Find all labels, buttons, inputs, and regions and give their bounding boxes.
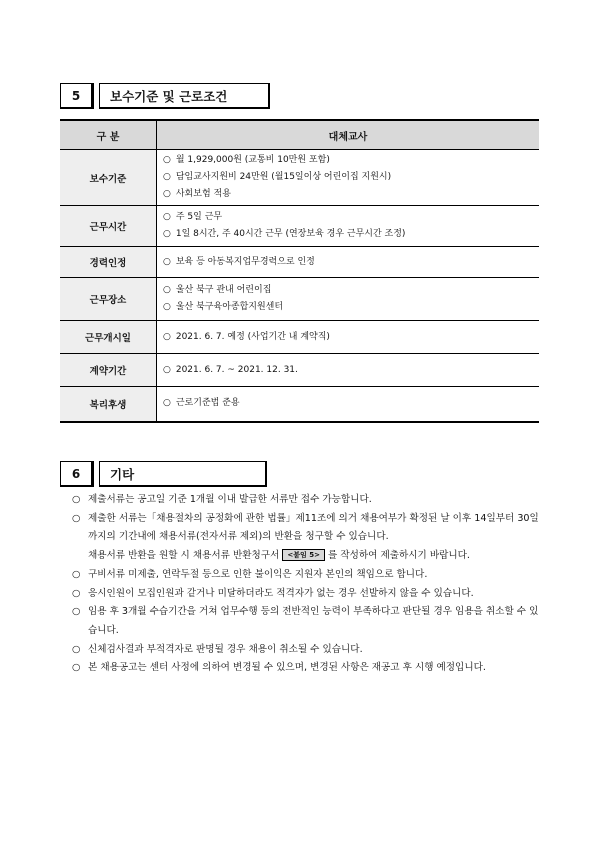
row-label: 보수기준 [60, 150, 157, 206]
table-row [60, 247, 539, 278]
list-item [72, 585, 542, 604]
section-number: 5 [60, 83, 94, 109]
row-content [157, 150, 540, 206]
list-item [72, 491, 542, 510]
row-content [157, 247, 540, 278]
list-item [72, 566, 542, 585]
row-content [157, 278, 540, 321]
table-row [60, 150, 539, 206]
list-item: ○ 2021. 6. 7. ~ 2021. 12. 31. [163, 364, 298, 375]
list-item: ○ 주 5일 근무 [163, 212, 223, 222]
table-row [60, 278, 539, 321]
row-label: 계약기간 [60, 354, 157, 387]
row-content [157, 387, 540, 422]
list-item: ○ 담임교사지원비 24만원 (월15일이상 어린이집 지원시) [163, 172, 392, 182]
row-label: 경력인정 [60, 247, 157, 278]
section-5-header [60, 83, 270, 109]
table-row [60, 321, 539, 354]
table-row [60, 206, 539, 247]
list-item: ○ 보육 등 아동복지업무경력으로 인정 [163, 256, 315, 267]
list-item: ○ 1일 8시간, 주 40시간 근무 (연장보육 경우 근무시간 조정) [163, 229, 406, 239]
attachment-reference: <붙임 5> [282, 549, 325, 561]
section-title: 보수기준 및 근로조건 [99, 83, 270, 109]
row-label: 복리후생 [60, 387, 157, 422]
list-item: ○ 울산 북구육아종합지원센터 [163, 302, 284, 312]
list-item: ○ 울산 북구 관내 어린이집 [163, 285, 272, 295]
bullet: ○ [72, 494, 81, 505]
section-6-header [60, 461, 267, 487]
list-item: ○ 2021. 6. 7. 예정 (사업기간 내 계약직) [163, 331, 330, 342]
row-content [157, 354, 540, 387]
header-value: 대체교사 [157, 120, 540, 150]
row-label: 근무시간 [60, 206, 157, 247]
bullet: ○ [72, 643, 81, 655]
note-text: 제출서류는 공고일 기준 1개월 이내 발급한 서류만 접수 가능합니다. [88, 494, 372, 505]
list-item [72, 547, 542, 566]
list-item [72, 659, 542, 678]
table-row [60, 387, 539, 422]
section-number: 6 [60, 461, 94, 487]
note-text: 임용 후 3개월 수습기간을 거쳐 업무수행 등의 전반적인 능력이 부족하다고 판단될 경우 임용을 취소할 수 있습니다. [88, 606, 539, 636]
note-text: 제출한 서류는「채용절차의 공정화에 관한 법률」제11조에 의거 채용여부가 확정된 날 이후 14일부터 30일까지의 기간내에 채용서류(전자서류 제외)의 반환을 청구할 수 있습니다. [88, 512, 539, 543]
note-text: 구비서류 미제출, 연락두절 등으로 인한 불이익은 지원자 본인의 책임으로 합니다. [88, 568, 428, 580]
row-content [157, 321, 540, 354]
row-label: 근무개시일 [60, 321, 157, 354]
note-text: 신체검사결과 부적격자로 판명될 경우 채용이 취소될 수 있습니다. [88, 643, 363, 655]
bullet: ○ [72, 606, 81, 618]
note-text: 응시인원이 모집인원과 같거나 미달하더라도 적격자가 없는 경우 선발하지 않을 수 있습니다. [88, 587, 474, 599]
table-row [60, 354, 539, 387]
list-item: ○ 사회보험 적용 [163, 189, 231, 199]
list-item: ○ 근로기준법 준용 [163, 398, 240, 409]
bullet: ○ [72, 512, 81, 524]
bullet: ○ [72, 568, 81, 580]
conditions-table [60, 119, 539, 423]
bullet: ○ [72, 662, 81, 674]
row-content [157, 206, 540, 247]
header-category: 구 분 [60, 120, 157, 150]
note-text: 채용서류 반환을 원할 시 채용서류 반환청구서 <붙임 5> 를 작성하여 제출하시기 바랍니다. [88, 550, 470, 562]
table-header-row [60, 120, 539, 150]
list-item: ○ 월 1,929,000원 (교통비 10만원 포함) [163, 155, 330, 165]
section-title: 기타 [99, 461, 267, 487]
list-item [72, 603, 542, 640]
note-text: 본 채용공고는 센터 사정에 의하여 변경될 수 있으며, 변경된 사항은 재공고 후 시행 예정입니다. [88, 662, 486, 674]
notes-list [72, 491, 542, 678]
bullet: ○ [72, 587, 81, 599]
list-item [72, 641, 542, 660]
list-item [72, 510, 542, 547]
row-label: 근무장소 [60, 278, 157, 321]
